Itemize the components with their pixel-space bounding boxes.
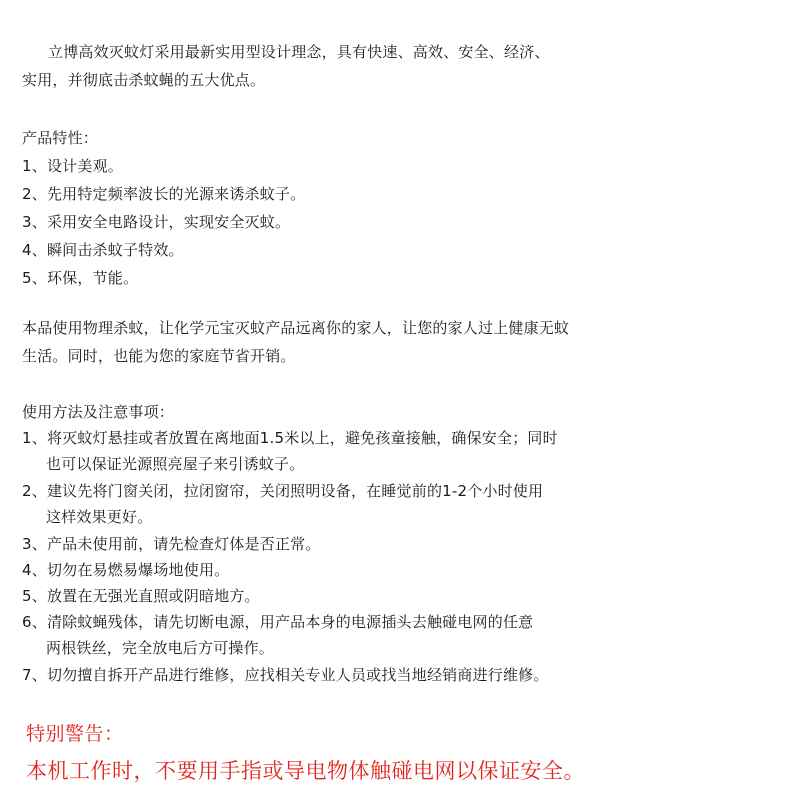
warning-body: 本机工作时，不要用手指或导电物体触碰电网以保证安全。	[26, 759, 585, 783]
features-heading: 产品特性：	[22, 129, 99, 147]
usage-item-7: 7、切勿擅自拆开产品进行维修，应找相关专业人员或找当地经销商进行维修。	[22, 666, 549, 684]
usage-item-3: 3、产品未使用前，请先检查灯体是否正常。	[22, 535, 321, 553]
feature-item: 5、环保，节能。	[22, 269, 139, 287]
usage-heading: 使用方法及注意事项：	[22, 403, 175, 421]
warning-title: 特别警告：	[26, 723, 124, 745]
feature-item: 3、采用安全电路设计，实现安全灭蚊。	[22, 213, 291, 231]
usage-item-2-line-1: 2、建议先将门窗关闭，拉闭窗帘，关闭照明设备，在睡觉前的1-2个小时使用	[22, 482, 544, 500]
description-line-1: 本品使用物理杀蚊，让化学元宝灭蚊产品远离你的家人，让您的家人过上健康无蚊	[22, 319, 570, 337]
usage-item-6-line-2: 两根铁丝，完全放电后方可操作。	[46, 639, 275, 657]
usage-item-6-line-1: 6、清除蚊蝇残体，请先切断电源，用产品本身的电源插头去触碰电网的任意	[22, 613, 534, 631]
intro-line-2: 实用，并彻底击杀蚊蝇的五大优点。	[22, 71, 266, 89]
usage-item-1-line-1: 1、将灭蚊灯悬挂或者放置在离地面1.5米以上，避免孩童接触，确保安全；同时	[22, 429, 558, 447]
usage-item-1-line-2: 也可以保证光源照亮屋子来引诱蚊子。	[46, 455, 305, 473]
intro-line-1: 立博高效灭蚊灯采用最新实用型设计理念，具有快速、高效、安全、经济、	[48, 43, 550, 61]
usage-item-4: 4、切勿在易燃易爆场地使用。	[22, 561, 230, 579]
feature-item: 1、设计美观。	[22, 157, 123, 175]
feature-item: 2、先用特定频率波长的光源来诱杀蚊子。	[22, 185, 306, 203]
feature-item: 4、瞬间击杀蚊子特效。	[22, 241, 184, 259]
usage-item-2-line-2: 这样效果更好。	[46, 508, 153, 526]
description-line-2: 生活。同时，也能为您的家庭节省开销。	[22, 347, 296, 365]
usage-item-5: 5、放置在无强光直照或阴暗地方。	[22, 587, 260, 605]
